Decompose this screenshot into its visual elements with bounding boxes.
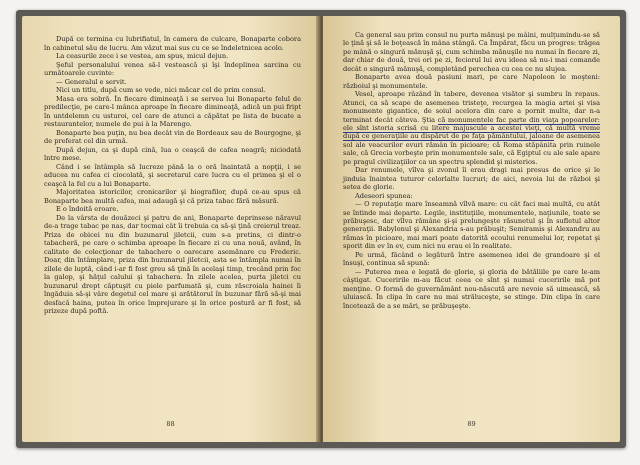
right-page (323, 16, 620, 442)
paragraph: După ce termina cu lubrifiatul, în camera de culcare, Bonaparte cobora în cabinetul său de lucru. Am văzut mai sus cu ce se îndeletnicea acolo. (44, 35, 301, 52)
left-page (22, 16, 319, 442)
paragraph: Pe urmă, făcând o legătură între asemenea idei de grandoare şi el însuşi, continua să spună: (343, 250, 600, 268)
paragraph-with-underline (343, 90, 600, 166)
paragraph: De la vârsta de douăzeci şi patru de ani, Bonaparte deprinsese năravul de-a trage tabac pe nas, dar tocmai cât îi trebuia ca să-şi ţină creierul treaz. Priza de obicei nu din buzunarul jiletcii, cum s-a pretins, ci dintr-o tabacheră, pe care o schimba aproape în fiecare zi cu una nouă, având, în calitate de colecţionar de tabachere o oarecare asemănare cu Frederic. Doar, din întâmplare, priza din buzunarul jiletcii, asta se întâmpla numai în zilele de luptă, când i-ar fi fost greu să ţină în acelaşi timp, trecând prin foc la galop, şi hăţul calului şi tabachera. În zilele acelea, purta jiletci cu buzunarul drept căptuşit cu piele parfumată şi, cum răscroiala hainei îi îngăduia să-şi vâre degetul cel mare şi arătătorul în buzunar fără să-şi mai desfacă haina, putea în orice împrejurare şi în orice postură ar fi fost, să prizeze după poftă. (44, 213, 301, 315)
right-page-text (343, 31, 600, 310)
paragraph: Şeful personalului venea să-l vestească şi îşi îndeplinea sarcina cu următoarele cuvinte: (44, 60, 301, 77)
text-before-underline: Vesel, aproape râzând în tabere, devenea visător şi sumbru în repaus. Atunci, ca să scape de asemenea tristeţe, recurgea la magia artei şi visa monumente gigantice, de soiul acelora din care a pornit multe, dar n-a terminat decât câteva. Ştia (343, 90, 600, 124)
paragraph: Adeseori spunea: (355, 191, 413, 200)
paragraph: — Generalul e servit. (56, 77, 127, 86)
paragraph: Majoritatea istoricilor, cronicarilor şi biografilor, după ce-au spus că Bonaparte bea multă cafea, mai adaugă şi că priza tabac fără măsură. (44, 188, 301, 205)
paragraph: După dejun, ca şi după cină, lua o ceaşcă de cafea neagră; niciodată între mese. (44, 145, 301, 162)
paragraph: Ca general sau prim consul nu purta mănuşi pe mâini, mulţumindu-se să le ţină şi să le boţească în mâna stângă. Ca Împărat, făcu un progres: trăgea pe mână o singură mănuşă şi, cum schimba mănuşile nu numai în fiecare zi, dar chiar de două, trei ori pe zi, feciorul lui avu ideea să nu-i mai comande decât o singură mănuşă, completând perechea cu cea ce nu slujea. (343, 31, 600, 73)
paragraph: Bonaparte avea două pasiuni mari, pe care Napoleon le moşteni: războiul şi monumentele. (343, 73, 600, 90)
paragraph: Când i se întâmpla să lucreze până la o oră înaintată a nopţii, i se aducea nu cafea ci ciocolată, şi secretarul care lucra cu el primea şi el o ceaşcă la fel cu a lui Bonaparte. (44, 162, 301, 188)
paragraph: — Puterea mea e legată de glorie, şi gloria de bătăliile pe care le-am câştigat. Cuceririle m-au făcut ceea ce sînt şi numai cuceririle mă pot menţine. O formă de guvernământ nou-născută are nevoie să uimească, să uluiască. În clipa în care nu mai străluceşte, se stinge. Din clipa în care încetează de a se mări, se prăbuşeşte. (343, 267, 600, 310)
paragraph: — O reputaţie mare înseamnă vîlvă mare: cu cât faci mai multă, cu atât se întinde mai departe. Legile, instituţiile, monumentele, naţiunile, toate se prăbuşesc, dar vîlva rămâne şi-şi prelungeşte răsunetul şi în sufletul altor generaţii. Babylonul şi Alexandria s-au prăbuşit; Semiramis şi Alexandru au rămas în picioare, mai mari poate datorită ecoului renumelui lor, repetat şi sporit din ev în ev, cum nici nu erau ei în realitate. (343, 200, 600, 251)
left-page-text (44, 35, 301, 316)
paragraph: Nici un titlu, după cum se vede, nici măcar cel de prim consul. (56, 86, 266, 94)
page-number: 89 (467, 420, 476, 428)
underlined-passage: că monumentele fac parte din viaţa popoarelor: ele sînt istoria scrisă cu litere majuscule a acestei vieţi, că multă vreme după ce generaţiile au dispărut de pe faţa pământului, jaloane (343, 115, 600, 141)
paragraph: Masa era sobră. În fiecare dimineaţă i se servea lui Bonaparte felul de predilecţie, pe care-l mânca aproape în fiecare dimineaţă, adică un pui fript în untdelemn cu usturoi, cel care de atunci a căpătat pe lista de bucate a restaurantelor, numele de pui à la Marengo. (44, 94, 301, 128)
paragraph: La ceasurile zece i se vestea, am spus, micul dejun. (56, 52, 229, 60)
open-book (16, 10, 626, 448)
page-number: 88 (166, 420, 175, 428)
text-after-underline: de asemenea sol ale veacurilor evuri rămân în picioare; că Roma stăpânita prin ruinele sale, că Grecia vorbeşte prin monumentele sale, că Egiptul cu ale sale apare pe pragul civilizaţiilor ca un spectru splendid şi misterios. (343, 132, 600, 166)
paragraph: E o îndoită eroare. (56, 205, 119, 213)
paragraph: Bonaparte bea puţin, nu bea decât vin de Bordeaux sau de Bourgogne, şi de preferat cel din urmă. (44, 128, 301, 145)
paragraph: Dar renumele, vîlva şi zvonul îi erau dragi mai presus de orice şi le jinduia înaintea tuturor celorlalte lucruri; de aici, nevoia lui de război şi setea de glorie. (343, 166, 600, 192)
